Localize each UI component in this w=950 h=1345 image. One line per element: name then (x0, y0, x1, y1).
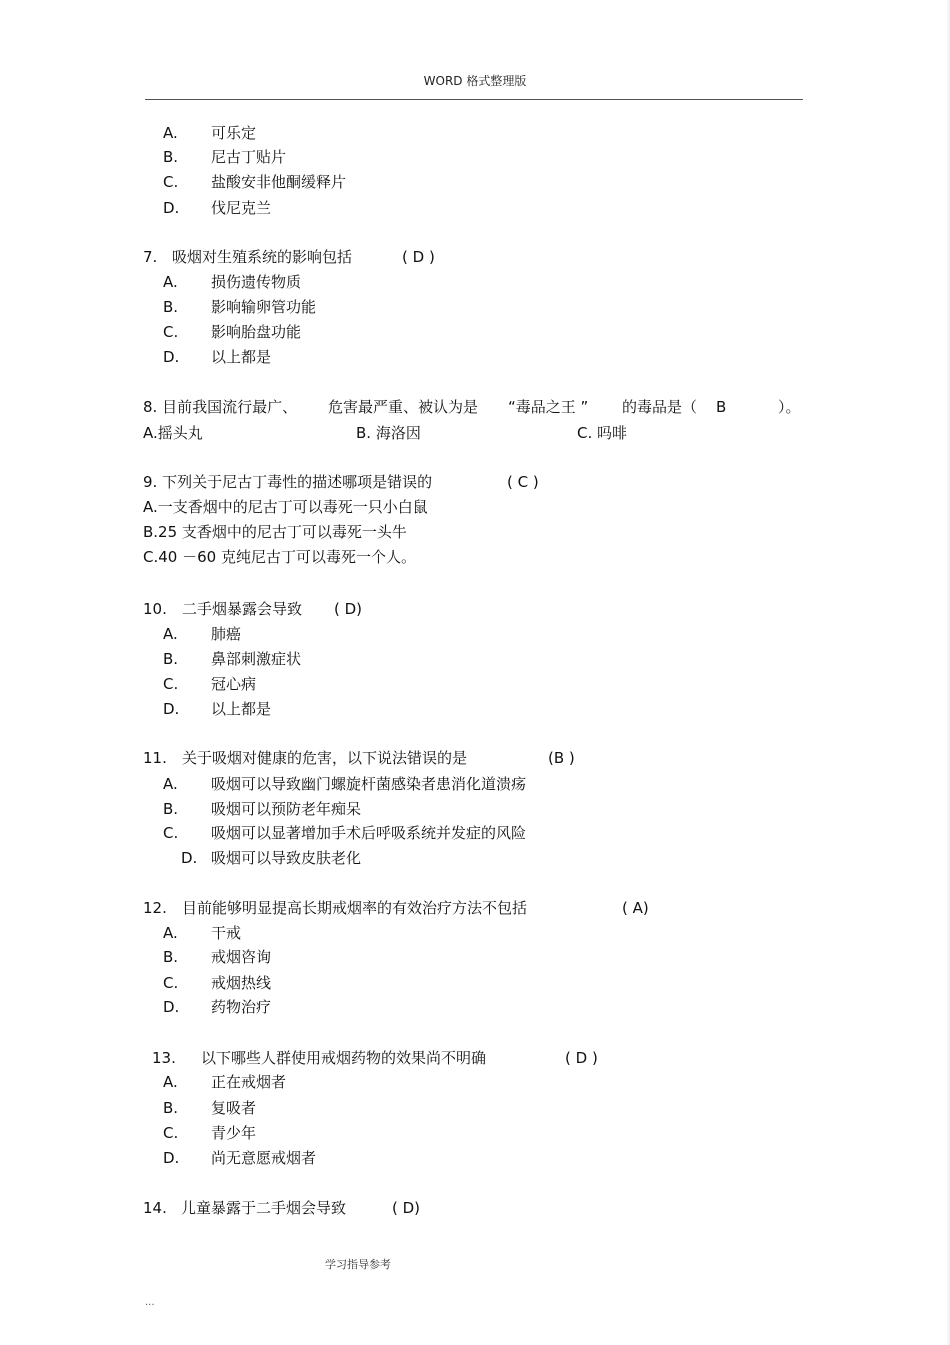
option-letter: D. (163, 1149, 180, 1167)
option-text: 冠心病 (211, 675, 257, 693)
option-letter: A. (163, 775, 178, 793)
question-text: 8. 目前我国流行最广、 (143, 398, 298, 416)
option-text: 可乐定 (211, 124, 257, 142)
question-text: 9. 下列关于尼古丁毒性的描述哪项是错误的 (143, 473, 433, 491)
option-text: 肺癌 (211, 625, 242, 643)
option-text: 药物治疗 (211, 998, 272, 1016)
option-letter: D. (181, 849, 198, 867)
question-number: 7. (143, 248, 158, 266)
option-letter: B. (163, 298, 179, 316)
option-letter: B. (163, 148, 179, 166)
question-text: 的毒品是（ (622, 398, 698, 416)
question-answer: ( D) (392, 1199, 421, 1217)
option-letter: C. (163, 323, 179, 341)
option-text: 尼古丁贴片 (211, 148, 287, 166)
option-text: 以上都是 (211, 700, 272, 718)
option-text: 尚无意愿戒烟者 (211, 1149, 317, 1167)
option-letter: A. (163, 1073, 178, 1091)
option-text: 鼻部刺激症状 (211, 650, 302, 668)
question-text: 危害最严重、被认为是 (328, 398, 479, 416)
question-answer: ( D ) (565, 1049, 598, 1067)
page-header: WORD 格式整理版 (423, 74, 527, 88)
bottom-mark: ... (145, 1297, 155, 1308)
option-text: 吸烟可以导致皮肤老化 (211, 849, 362, 867)
option-text: C. 吗啡 (577, 424, 628, 442)
option-text: 戒烟热线 (211, 974, 272, 992)
option-text: A.摇头丸 (143, 424, 203, 442)
option-letter: C. (163, 824, 179, 842)
option-letter: D. (163, 700, 180, 718)
option-letter: A. (163, 273, 178, 291)
option-text: 青少年 (211, 1124, 257, 1142)
question-number: 10. (143, 600, 167, 618)
question-text: 关于吸烟对健康的危害，以下说法错误的是 (182, 749, 468, 767)
question-number: 14. (143, 1199, 167, 1217)
page-footer: 学习指导参考 (325, 1258, 391, 1271)
question-answer: (B ) (548, 749, 575, 767)
option-text: 影响输卵管功能 (211, 298, 317, 316)
option-text: 正在戒烟者 (211, 1073, 287, 1091)
question-number: 11. (143, 749, 167, 767)
question-answer: ( D ) (402, 248, 435, 266)
option-letter: C. (163, 675, 179, 693)
question-text: 吸烟对生殖系统的影响包括 (172, 248, 353, 266)
option-letter: A. (163, 124, 178, 142)
option-letter: B. (163, 948, 179, 966)
option-letter: A. (163, 924, 178, 942)
option-text: 吸烟可以显著增加手术后呼吸系统并发症的风险 (211, 824, 527, 842)
option-text: 以上都是 (211, 348, 272, 366)
question-answer: ( A) (622, 899, 649, 917)
option-text: B. 海洛因 (356, 424, 421, 442)
option-letter: C. (163, 1124, 179, 1142)
option-letter: D. (163, 199, 180, 217)
question-text: 儿童暴露于二手烟会导致 (181, 1199, 347, 1217)
question-text: 二手烟暴露会导致 (182, 600, 303, 618)
option-text: 影响胎盘功能 (211, 323, 302, 341)
option-text: C.40 －60 克纯尼古丁可以毒死一个人。 (143, 548, 416, 566)
question-text: 目前能够明显提高长期戒烟率的有效治疗方法不包括 (182, 899, 528, 917)
question-number: 13. (152, 1049, 176, 1067)
option-text: 复吸者 (211, 1099, 257, 1117)
option-text: 干戒 (211, 924, 242, 942)
option-text: 盐酸安非他酮缓释片 (211, 173, 347, 191)
page-edge (946, 0, 950, 1345)
option-text: 伐尼克兰 (211, 199, 272, 217)
option-text: B.25 支香烟中的尼古丁可以毒死一头牛 (143, 523, 407, 541)
option-letter: B. (163, 1099, 179, 1117)
header-rule (145, 99, 803, 100)
option-text: 戒烟咨询 (211, 948, 272, 966)
option-letter: C. (163, 974, 179, 992)
option-letter: D. (163, 998, 180, 1016)
option-text: A.一支香烟中的尼古丁可以毒死一只小白鼠 (143, 498, 428, 516)
option-text: 损伤遗传物质 (211, 273, 302, 291)
question-answer: ( C ) (507, 473, 539, 491)
option-letter: B. (163, 800, 179, 818)
option-letter: B. (163, 650, 179, 668)
question-text: 以下哪些人群使用戒烟药物的效果尚不明确 (201, 1049, 487, 1067)
question-number: 12. (143, 899, 167, 917)
option-letter: A. (163, 625, 178, 643)
question-text: “毒品之王 ” (508, 398, 589, 416)
option-text: 吸烟可以预防老年痴呆 (211, 800, 362, 818)
question-answer: B (716, 398, 727, 416)
option-text: 吸烟可以导致幽门螺旋杆菌感染者患消化道溃疡 (211, 775, 527, 793)
question-text: ）。 (778, 398, 801, 416)
option-letter: C. (163, 173, 179, 191)
option-letter: D. (163, 348, 180, 366)
question-answer: ( D) (334, 600, 363, 618)
